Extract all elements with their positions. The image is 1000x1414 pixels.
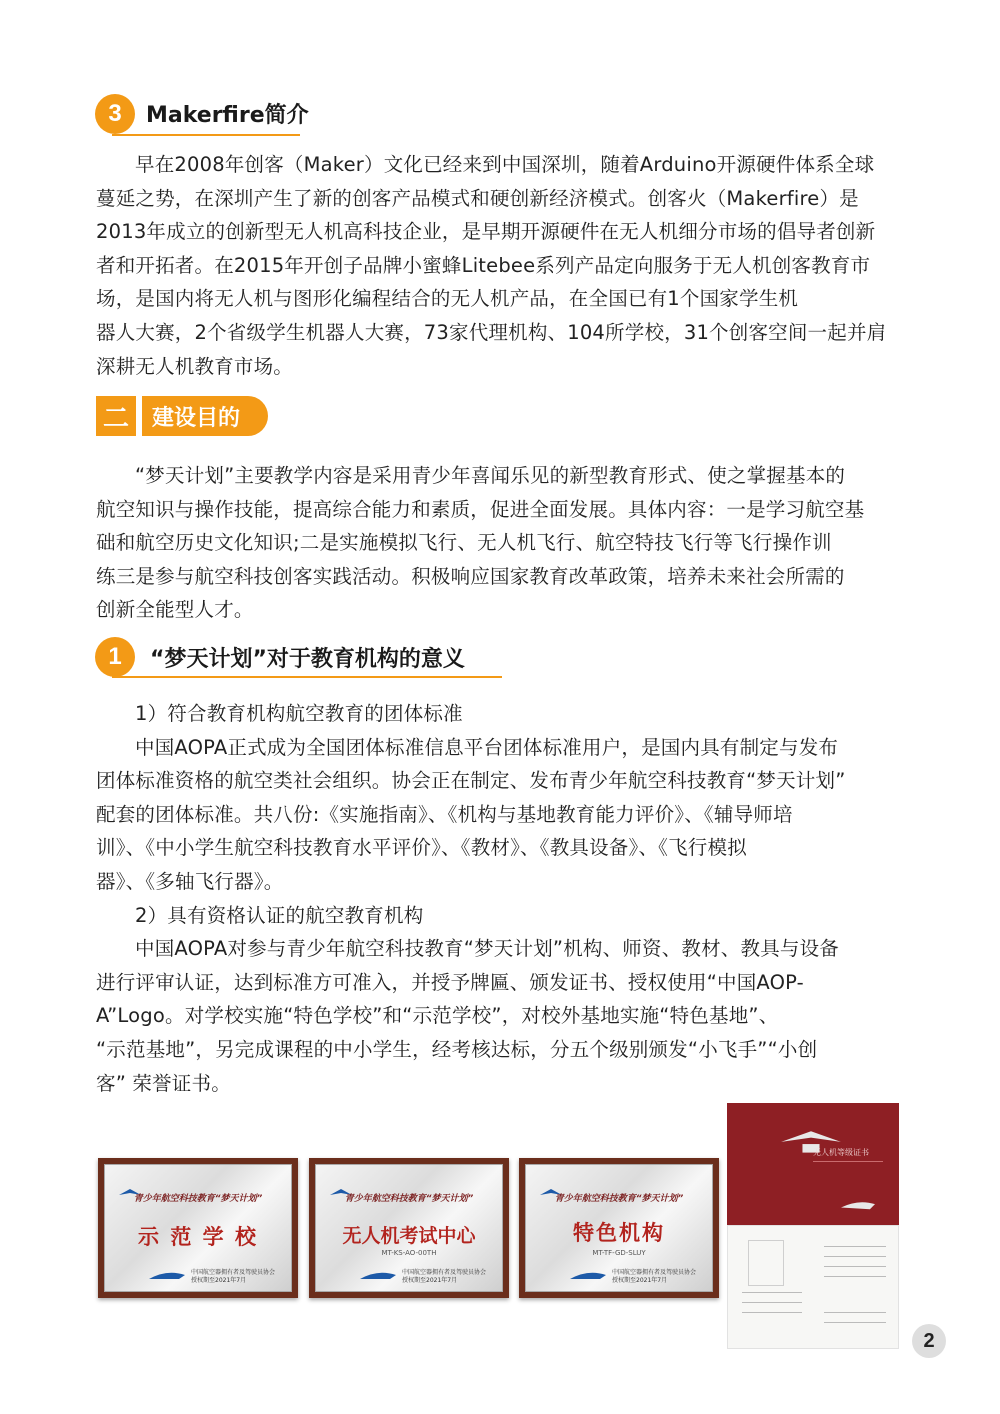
section-1-underline (112, 676, 502, 678)
plaque-organization: 中国航空器拥有者及驾驶员协会 授权期至2021年7月 (612, 1269, 697, 1284)
paragraph-line: 深耕无人机教育市场。 (96, 354, 294, 378)
paragraph-line: 础和航空历史文化知识;二是实施模拟飞行、无人机飞行、航空特技飞行等飞行操作训 (96, 531, 832, 555)
paragraph-line: 场，是国内将无人机与图形化编程结合的无人机产品，在全国已有1个国家学生机 (96, 287, 799, 311)
paragraph-line: 器人大赛，2个省级学生机器人大赛，73家代理机构、104所学校，31个创客空间一起并肩 (96, 320, 887, 344)
certificate-field-line (824, 1266, 886, 1267)
paragraph-line: “梦天计划”主要教学内容是采用青少年喜闻乐见的新型教育形式、使之掌握基本的 (135, 464, 846, 487)
certificate-inner-page (727, 1225, 899, 1349)
paragraph-line: 者和开拓者。在2015年开创子品牌小蜜蜂Litebee系列产品定向服务于无人机创客教育市 (96, 253, 871, 277)
paragraph-line: 中国AOPA对参与青少年航空科技教育“梦天计划”机构、师资、教材、教具与设备 (135, 937, 840, 961)
certificate-cover (727, 1103, 899, 1225)
paragraph-line: 配套的团体标准。共八份:《实施指南》、《机构与基地教育能力评价》、《辅导师培 (96, 802, 793, 826)
paragraph-line: 器》、《多轴飞行器》。 (96, 869, 284, 893)
paragraph-line: 2013年成立的创新型无人机高科技企业，是早期开源硬件在无人机细分市场的倡导者创新 (96, 220, 876, 244)
aopa-logo-icon (149, 1269, 185, 1281)
plaque-code: MT-KS-AO-00TH (381, 1249, 437, 1257)
paragraph-line: A”Logo。对学校实施“特色学校”和“示范学校”，对校外基地实施“特色基地”、 (96, 1004, 779, 1028)
certificate-title: 无人机等级证书 (813, 1148, 869, 1157)
section-3-underline (112, 134, 300, 136)
paragraph-line: “示范基地”，另完成课程的中小学生，经考核达标，分五个级别颁发“小飞手”“小创 (96, 1037, 818, 1061)
plaque-organization: 中国航空器拥有者及驾驶员协会 授权期至2021年7月 (191, 1269, 276, 1284)
section-1-number-badge: 1 (95, 637, 135, 677)
certificate-divider (813, 1161, 883, 1162)
section-1-title: “梦天计划”对于教育机构的意义 (150, 647, 465, 672)
paragraph-line: 进行评审认证，达到标准方可准入，并授予牌匾、颁发证书、授权使用“中国AOP- (96, 970, 804, 994)
plaque-featured-institution (519, 1158, 719, 1298)
paragraph-line: 早在2008年创客（Maker）文化已经来到中国深圳，随着Arduino开源硬件体系全球 (135, 153, 875, 176)
plaque-organization: 中国航空器拥有者及驾驶员协会 授权期至2021年7月 (402, 1269, 487, 1284)
plaque-title: 特色机构 (573, 1221, 665, 1245)
photo-placeholder (748, 1240, 784, 1286)
section-2-title: 建设目的 (142, 396, 268, 436)
subheading-line: 2）具有资格认证的航空教育机构 (135, 903, 424, 927)
certificate-field-line (742, 1302, 802, 1303)
section-2-body (96, 459, 908, 627)
paragraph-line: 团体标准资格的航空类社会组织。协会正在制定、发布青少年航空科技教育“梦天计划” (96, 769, 846, 793)
section-2-number: 二 (96, 396, 136, 436)
section-3-number-badge: 3 (95, 94, 135, 134)
paragraph-line: 蔓延之势，在深圳产生了新的创客产品模式和硬创新经济模式。创客火（Makerfire）是 (96, 186, 859, 210)
section-3-title: Makerfire简介 (146, 103, 309, 128)
certificate-field-line (824, 1312, 886, 1313)
plaque-header: 青少年航空科技教育“梦天计划” (344, 1194, 474, 1204)
paragraph-line: 客” 荣誉证书。 (96, 1071, 231, 1095)
plaque-code: MT-TF-GD-SLUY (592, 1249, 646, 1257)
plaque-header: 青少年航空科技教育“梦天计划” (133, 1194, 263, 1204)
aopa-logo-icon (570, 1269, 606, 1281)
section-3-body (96, 148, 908, 383)
certificate-field-line (824, 1256, 886, 1257)
section-2-banner (96, 396, 272, 436)
plaque-title: 示 范 学 校 (138, 1225, 258, 1249)
paragraph-line: 练三是参与航空科技创客实践活动。积极响应国家教育改革政策，培养未来社会所需的 (96, 564, 845, 588)
paragraph-line: 训》、《中小学生航空科技教育水平评价》、《教材》、《教具设备》、《飞行模拟 (96, 836, 747, 860)
certificate-field-line (824, 1276, 886, 1277)
certificate-field-line (742, 1312, 802, 1313)
plaque-title: 无人机考试中心 (342, 1225, 476, 1247)
plaque-drone-exam-center (309, 1158, 509, 1298)
plaque-demonstration-school (98, 1158, 298, 1298)
certificate-field-line (824, 1246, 886, 1247)
plaque-header: 青少年航空科技教育“梦天计划” (554, 1194, 684, 1204)
section-1-body (96, 697, 908, 1100)
paragraph-line: 创新全能型人才。 (96, 598, 254, 622)
aopa-emblem-icon (841, 1199, 875, 1211)
aopa-logo-icon (360, 1269, 396, 1281)
subheading-line: 1）符合教育机构航空教育的团体标准 (135, 702, 463, 725)
paragraph-line: 中国AOPA正式成为全国团体标准信息平台团体标准用户，是国内具有制定与发布 (135, 735, 839, 759)
certificate-field-line (742, 1292, 802, 1293)
certificate-field-line (824, 1322, 886, 1323)
paragraph-line: 航空知识与操作技能，提高综合能力和素质，促进全面发展。具体内容：一是学习航空基 (96, 497, 865, 521)
page-number: 2 (912, 1324, 946, 1358)
